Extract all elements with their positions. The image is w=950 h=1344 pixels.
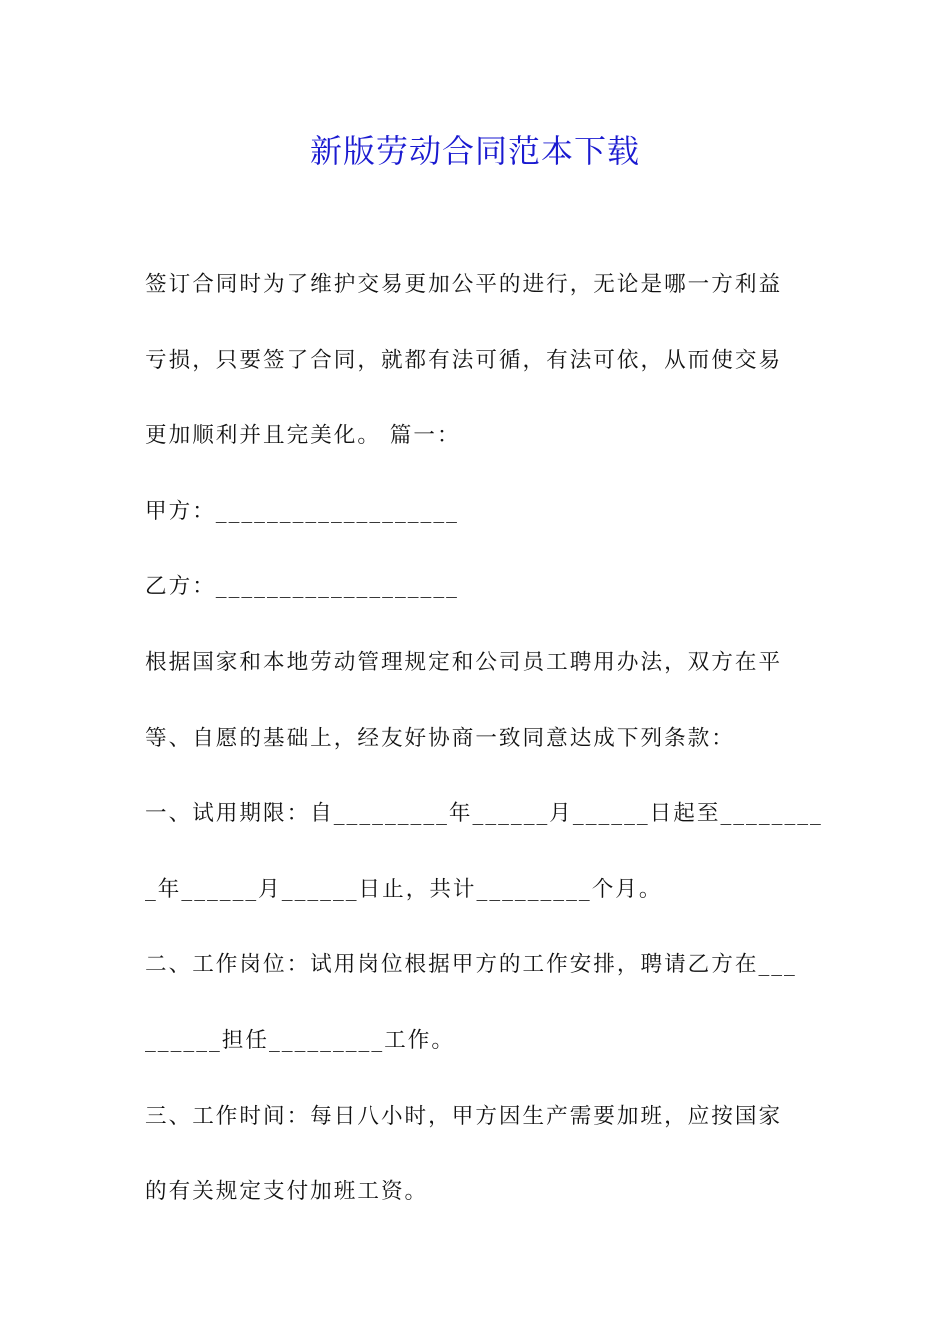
paragraph-line: 更加顺利并且完美化。 篇一： <box>145 423 461 449</box>
paragraph-line: 等、自愿的基础上，经友好协商一致同意达成下列条款： <box>145 725 735 751</box>
clause-hours-line: 三、工作时间：每日八小时，甲方因生产需要加班，应按国家 <box>145 1103 783 1129</box>
party-b-line: 乙方：___________________ <box>145 574 459 600</box>
party-a-line: 甲方：___________________ <box>145 498 459 524</box>
clause-position-line: 二、工作岗位：试用岗位根据甲方的工作安排，聘请乙方在___ <box>145 952 797 978</box>
clause-position-line: ______担任_________工作。 <box>145 1027 455 1053</box>
paragraph-line: 根据国家和本地劳动管理规定和公司员工聘用办法，双方在平 <box>145 649 783 675</box>
clause-probation-line: 一、试用期限：自_________年______月______日起至________ <box>145 801 823 827</box>
clause-probation-line: _年______月______日止，共计_________个月。 <box>145 876 663 902</box>
paragraph-line: 亏损，只要签了合同，就都有法可循，有法可依，从而使交易 <box>145 347 783 373</box>
clause-hours-line: 的有关规定支付加班工资。 <box>145 1179 429 1205</box>
document-title: 新版劳动合同范本下载 <box>309 132 640 170</box>
document-body <box>145 259 823 1242</box>
paragraph-line: 签订合同时为了维护交易更加公平的进行，无论是哪一方利益 <box>145 272 783 297</box>
